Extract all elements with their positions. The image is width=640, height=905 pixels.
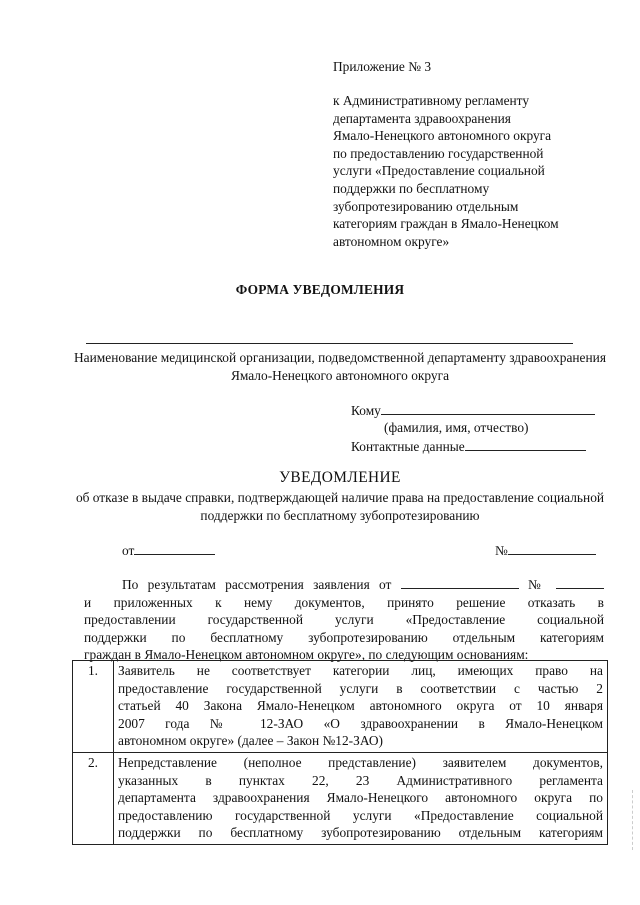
decision-line: предоставлении государственной услуги «Предоставление социальной — [84, 612, 604, 628]
appendix-line: по предоставлению государственной — [333, 145, 544, 161]
application-no-blank — [556, 575, 604, 589]
recipient-field — [351, 401, 595, 420]
appendix-line: поддержки по бесплатному — [333, 180, 490, 196]
reason-line: предоставлению государственной услуги «Предоставление социальной — [118, 807, 603, 823]
reason-text — [114, 661, 608, 753]
reason-line: поддержки по бесплатному зубопротезированию отдельным категориям — [118, 825, 603, 841]
number-label: № — [495, 543, 508, 558]
reasons-table — [72, 660, 608, 845]
appendix-line: автономном округе» — [333, 233, 450, 249]
reason-line: предоставление государственной услуги в соответствии с частью 2 — [118, 680, 603, 696]
form-title: ФОРМА УВЕДОМЛЕНИЯ — [235, 282, 405, 297]
recipient-blank — [381, 401, 595, 415]
contacts-blank — [465, 437, 586, 451]
appendix-line: Ямало-Ненецкого автономного округа — [333, 128, 552, 144]
appendix-line: услуги «Предоставление социальной — [333, 163, 545, 179]
table-row — [73, 661, 608, 753]
reason-line: 2007 года № 12-ЗАО «О здравоохранении в Ямало-Ненецком — [118, 715, 603, 731]
appendix-line: категориям граждан в Ямало-Ненецком — [333, 216, 559, 232]
decision-paragraph — [84, 575, 604, 664]
reason-line: департамента здравоохранения Ямало-Ненецкого автономного округа по — [118, 790, 603, 806]
from-label: от — [122, 543, 135, 558]
application-no-label: № — [527, 577, 547, 592]
reason-line: статьей 40 Закона Ямало-Ненецком автономного округа от 10 января — [118, 698, 603, 714]
notice-subtitle: об отказе в выдаче справки, подтверждающей наличие права на предоставление социальной поддержки по бесплатному зубопротезированию — [75, 490, 605, 523]
recipient-label: Кому — [351, 403, 381, 418]
decision-prefix: По результатам рассмотрения заявления от — [122, 577, 392, 592]
appendix-line: департамента здравоохранения — [333, 110, 511, 126]
reason-line: указанных в пунктах 22, 23 Административного регламента — [118, 772, 603, 788]
decision-line-first — [84, 575, 604, 594]
appendix-reference — [333, 92, 603, 250]
appendix-line: к Административному регламенту — [333, 93, 530, 108]
page-edge-mark — [632, 790, 634, 850]
appendix-line: зубопротезированию отдельным — [333, 198, 519, 214]
contacts-field — [351, 437, 586, 456]
reason-line: Непредставление (неполное представление) заявителем документов, — [118, 754, 603, 770]
reason-number: 1. — [73, 661, 114, 753]
contacts-label: Контактные данные — [351, 439, 465, 454]
date-blank — [134, 541, 215, 555]
decision-line: поддержки по бесплатному зубопротезированию отдельным категориям — [84, 629, 604, 645]
decision-line: и приложенных к нему документов, принято решение отказать в — [84, 594, 604, 610]
reason-line: Заявитель не соответствует категории лиц, имеющих право на — [118, 663, 603, 678]
reason-text — [114, 752, 608, 844]
notice-date-field — [122, 541, 215, 560]
notice-title: УВЕДОМЛЕНИЕ — [279, 469, 401, 486]
organization-name-line — [86, 343, 573, 344]
application-date-blank — [401, 575, 519, 589]
number-blank — [508, 541, 596, 555]
reason-number: 2. — [73, 752, 114, 844]
appendix-number: Приложение № 3 — [333, 59, 432, 74]
notice-number-field — [495, 541, 596, 560]
fio-hint: (фамилия, имя, отчество) — [384, 420, 529, 435]
reason-line: автономном округе» (далее – Закон №12-ЗАО) — [118, 733, 383, 749]
table-row — [73, 752, 608, 844]
organization-caption: Наименование медицинской организации, подведомственной департаменту здравоохранения Ямало-Ненецкого автономного округа — [74, 350, 606, 383]
decision-line: граждан в Ямало-Ненецком автономном округе», по следующим основаниям: — [84, 647, 529, 663]
